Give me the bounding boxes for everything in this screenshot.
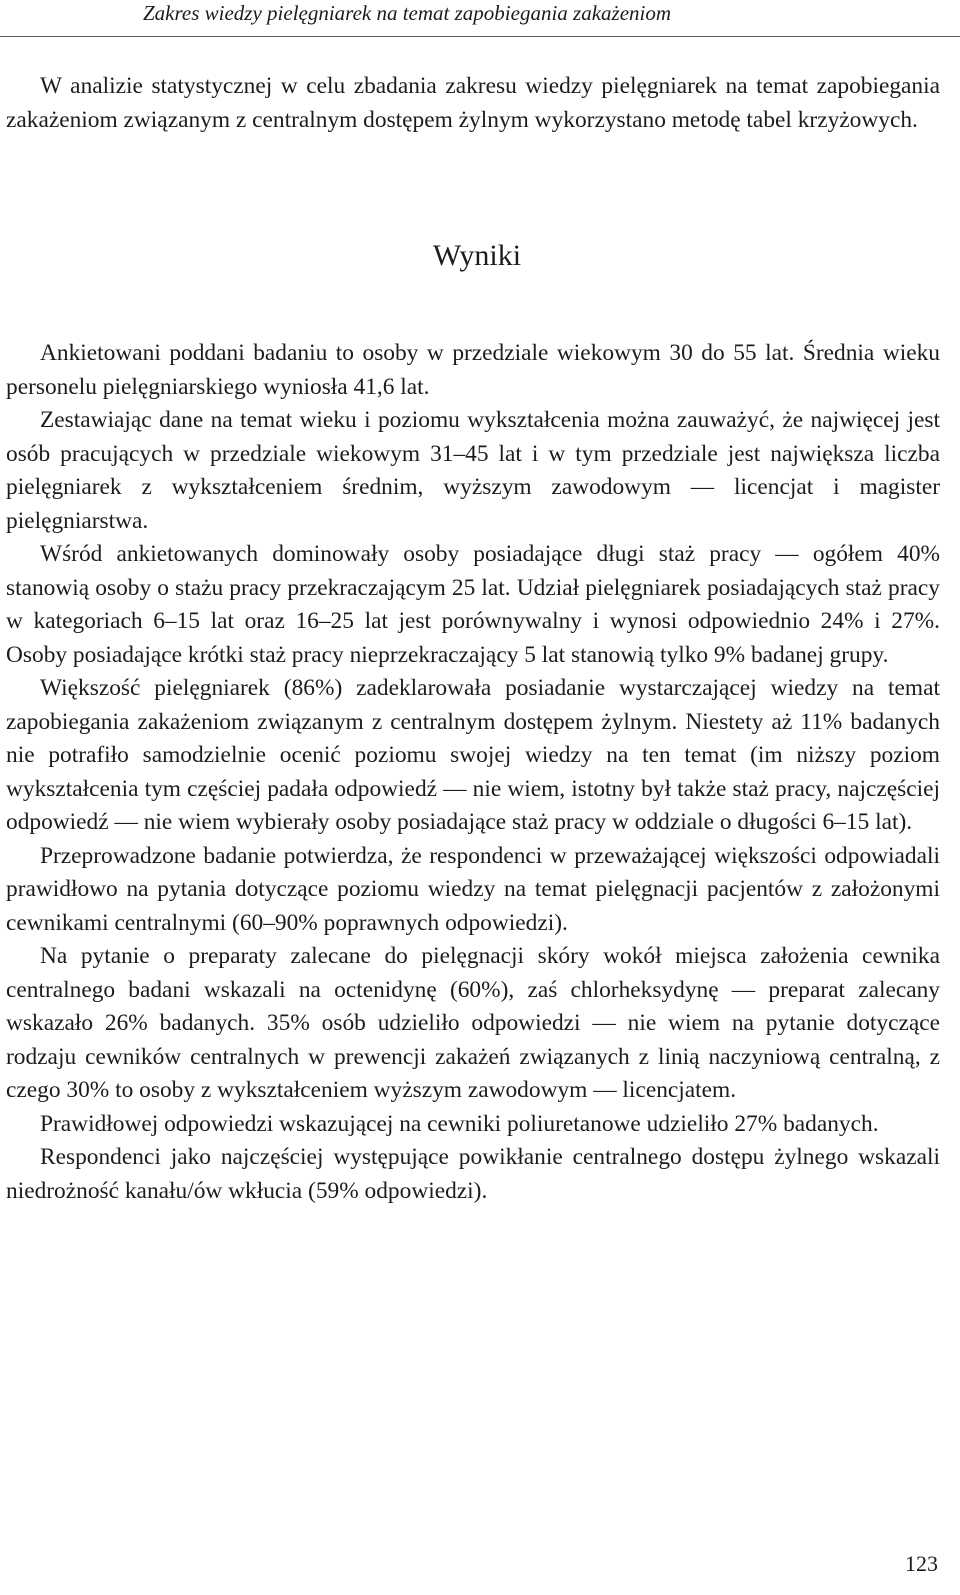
running-header xyxy=(0,0,960,37)
paragraph-age-education: Zestawiając dane na temat wieku i poziomu wykształcenia można zauważyć, że najwięcej jest osób pracujących w przedziale wiekowym 31–45 lat i w tym przedziale jest największa liczba pielęgniarek z wykształceniem średnim, wyższym zawodowym — licencjat i magister pielęgniarstwa. xyxy=(6,407,940,534)
paragraph-age-range: Ankietowani poddani badaniu to osoby w przedziale wiekowym 30 do 55 lat. Średnia wieku personelu pielęgniarskiego wyniosła 41,6 lat. xyxy=(6,340,940,400)
section-heading-results: Wyniki xyxy=(432,239,522,272)
page-number: 123 xyxy=(905,1551,938,1576)
article-body xyxy=(6,70,940,1208)
paragraph-knowledge-self-assessment: Większość pielęgniarek (86%) zadeklarowała posiadanie wystarczającej wiedzy na temat zapobiegania zakażeniom związanym z centralnym dostępem żylnym. Niestety aż 11% badanych nie potrafiło samodzielnie ocenić poziomu swojej wiedzy na ten temat (im niższy poziom wykształcenia tym częściej padała odpowiedź — nie wiem, istotny był także staż pracy, najczęściej odpowiedź — nie wiem wybierały osoby posiadające staż pracy w oddziale o długości 6–15 lat). xyxy=(6,675,940,835)
intro-paragraph: W analizie statystycznej w celu zbadania zakresu wiedzy pielęgniarek na temat zapobiegania zakażeniom związanym z centralnym dostępem żylnym wykorzystano metodę tabel krzyżowych. xyxy=(6,73,940,133)
paragraph-work-experience: Wśród ankietowanych dominowały osoby posiadające długi staż pracy — ogółem 40% stanowią osoby o stażu pracy przekraczającym 25 lat. Udział pielęgniarek posiadających staż pracy w kategoriach 6–15 lat oraz 16–25 lat jest porównywalny i wynosi odpowiednio 24% i 27%. Osoby posiadające krótki staż pracy nieprzekraczający 5 lat stanowią tylko 9% badanej grupy. xyxy=(6,541,940,668)
paragraph-polyurethane-catheters: Prawidłowej odpowiedzi wskazującej na cewniki poliuretanowe udzieliło 27% badanych. xyxy=(40,1110,879,1137)
paragraph-complications: Respondenci jako najczęściej występujące powikłanie centralnego dostępu żylnego wskazali niedrożność kanału/ów wkłucia (59% odpowiedzi). xyxy=(6,1144,940,1204)
running-title: Zakres wiedzy pielęgniarek na temat zapobiegania zakażeniom xyxy=(143,1,672,25)
paragraph-skin-care-preparations: Na pytanie o preparaty zalecane do pielęgnacji skóry wokół miejsca założenia cewnika centralnego badani wskazali na octenidynę (60%), zaś chlorheksydynę — preparat zalecany wskazało 26% badanych. 35% osób udzieliło odpowiedzi — nie wiem na pytanie dotyczące rodzaju cewników centralnych w prewencji zakażeń związanych z linią naczyniową centralną, z czego 30% to osoby z wykształceniem wyższym zawodowym — licencjatem. xyxy=(6,943,940,1103)
paragraph-correct-answers: Przeprowadzone badanie potwierdza, że respondenci w przeważającej większości odpowiadali prawidłowo na pytania dotyczące poziomu wiedzy na temat pielęgnacji pacjentów z założonymi cewnikami centralnymi (60–90% poprawnych odpowiedzi). xyxy=(6,842,940,936)
